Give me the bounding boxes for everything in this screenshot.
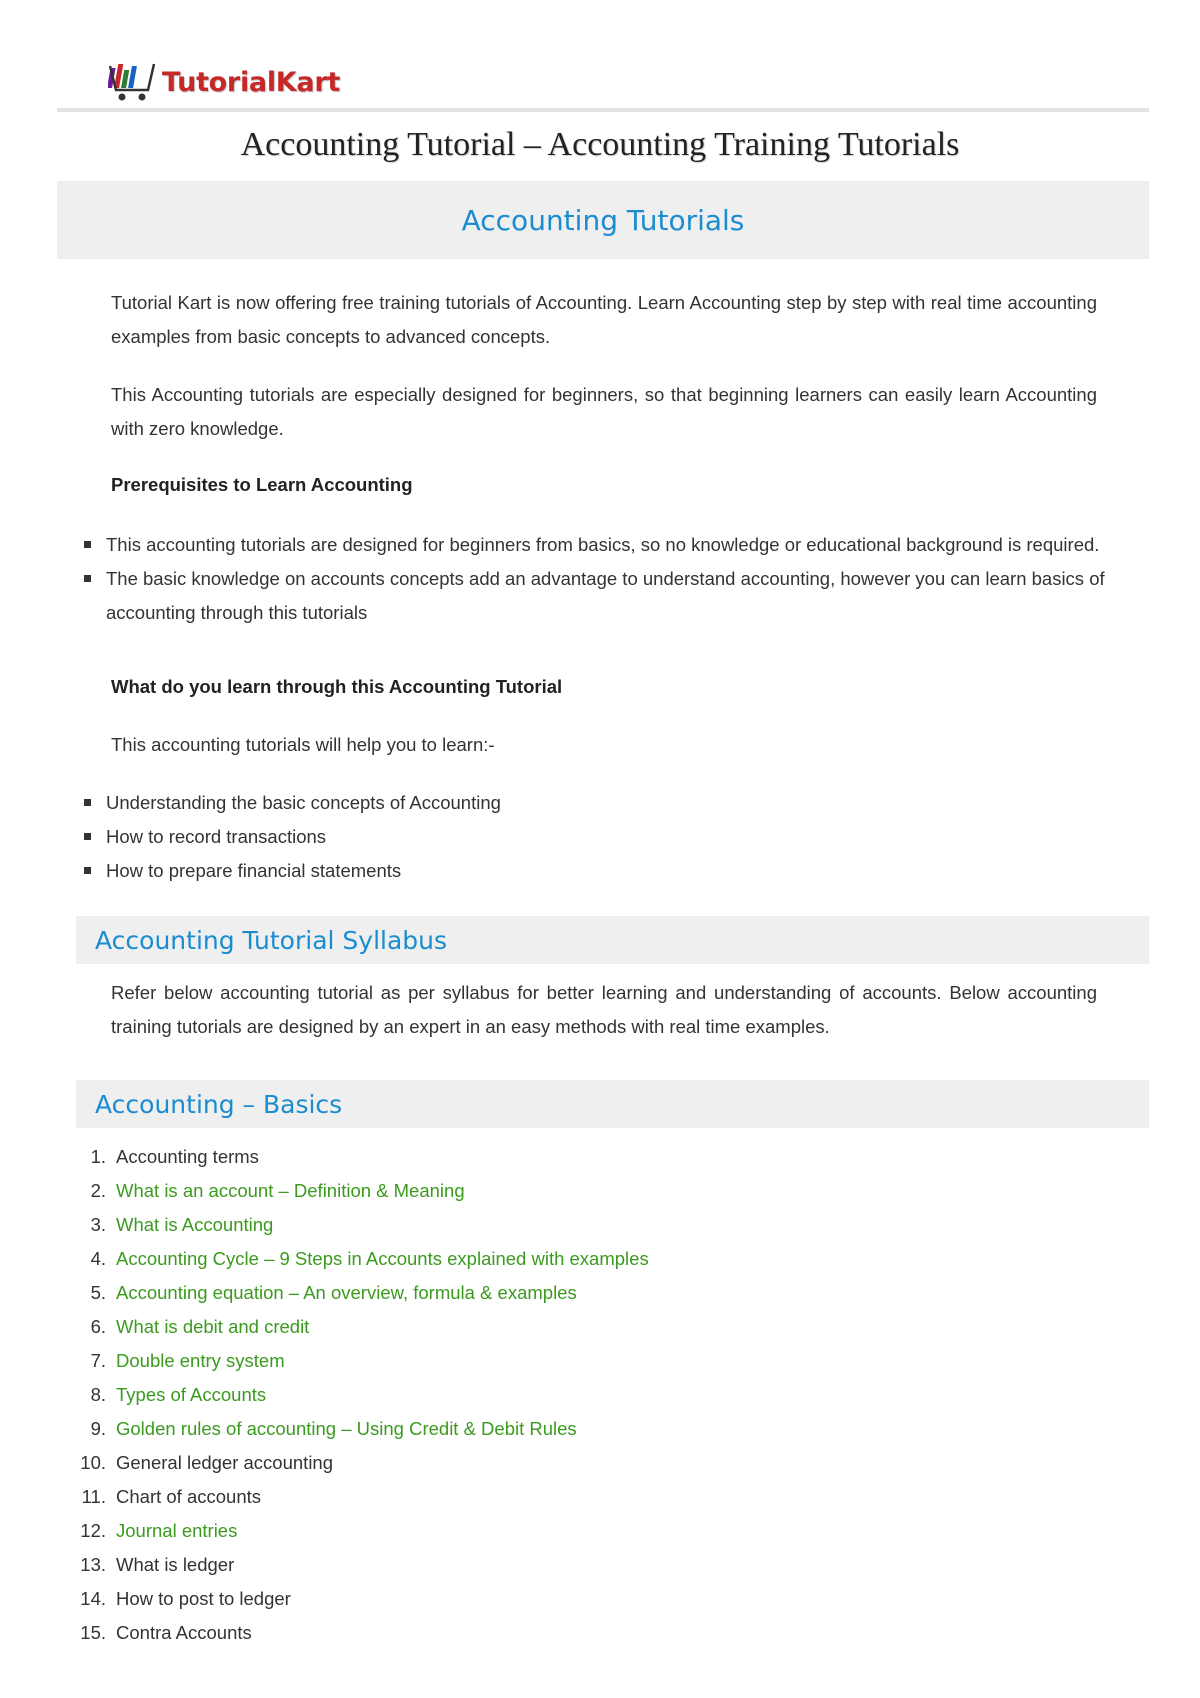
tutorial-link[interactable]: Accounting Cycle – 9 Steps in Accounts explained with examples [116,1248,649,1269]
list-number: 5. [90,1282,106,1303]
list-number: 6. [90,1316,106,1337]
tutorial-link[interactable]: Journal entries [116,1520,238,1541]
list-number: 7. [90,1350,106,1371]
page-title: Accounting Tutorial – Accounting Training Tutorials [240,126,960,163]
header-divider [57,108,1149,112]
list-number: 4. [90,1248,106,1269]
syllabus-section-header [76,916,1149,964]
tutorial-item-label: Chart of accounts [116,1486,261,1507]
basics-heading: Accounting – Basics [95,1089,343,1119]
intro-paragraph: This Accounting tutorials are especially designed for beginners, so that beginning learners can easily learn Accounting with zero knowledge. [111,384,1097,439]
list-number: 8. [90,1384,106,1405]
list-number: 1. [90,1146,106,1167]
site-logo[interactable] [108,58,340,106]
list-item[interactable] [64,1208,1114,1242]
tutorial-link[interactable]: Accounting equation – An overview, formula & examples [116,1282,577,1303]
list-item: How to prepare financial statements [82,854,1132,888]
syllabus-heading: Accounting Tutorial Syllabus [95,925,448,955]
logo-text-part1: Tutorial [162,66,276,98]
intro-paragraph: Tutorial Kart is now offering free training tutorials of Accounting. Learn Accounting step by step with real time accounting examples from basic concepts to advanced concepts. [111,292,1097,347]
list-number: 2. [90,1180,106,1201]
tutorial-link[interactable]: Types of Accounts [116,1384,267,1405]
list-item: This accounting tutorials are designed for beginners from basics, so no knowledge or educational background is required. [82,528,1132,562]
list-item [64,1616,1114,1650]
tutorial-item-label: What is ledger [116,1554,235,1575]
list-item[interactable] [64,1174,1114,1208]
list-item[interactable] [64,1378,1114,1412]
basics-list [64,1140,1114,1650]
list-item[interactable] [64,1276,1114,1310]
tutorial-link[interactable]: What is debit and credit [116,1316,310,1337]
logo-text [162,67,340,98]
list-item: The basic knowledge on accounts concepts add an advantage to understand accounting, however you can learn basics of accounting through this tutorials [82,562,1132,630]
tutorial-link[interactable]: What is an account – Definition & Meaning [116,1180,465,1201]
tutorial-link[interactable]: What is Accounting [116,1214,274,1235]
prerequisites-list [82,528,1132,630]
list-item: Understanding the basic concepts of Accounting [82,786,1132,820]
banner-heading: Accounting Tutorials [461,203,745,237]
tutorials-banner [57,181,1149,259]
tutorial-link[interactable]: Golden rules of accounting – Using Credit & Debit Rules [116,1418,577,1439]
list-item[interactable] [64,1514,1114,1548]
list-number: 12. [80,1520,106,1541]
syllabus-paragraph: Refer below accounting tutorial as per syllabus for better learning and understanding of accounts. Below accounting training tutorials are designed by an expert in an easy methods with real time examples. [111,982,1097,1037]
list-number: 11. [81,1486,106,1507]
list-item[interactable] [64,1242,1114,1276]
list-item [64,1446,1114,1480]
tutorial-item-label: General ledger accounting [116,1452,334,1473]
list-item [64,1582,1114,1616]
list-item [64,1548,1114,1582]
learn-list [82,786,1132,888]
tutorial-item-label: Accounting terms [116,1146,259,1167]
learn-heading: What do you learn through this Accounting Tutorial [111,676,563,697]
list-number: 9. [90,1418,106,1439]
basics-section-header [76,1080,1149,1128]
list-item [64,1480,1114,1514]
tutorial-link[interactable]: Double entry system [116,1350,285,1371]
list-number: 15. [80,1622,106,1643]
list-number: 13. [80,1554,106,1575]
tutorial-item-label: How to post to ledger [116,1588,291,1609]
list-item [64,1140,1114,1174]
learn-intro: This accounting tutorials will help you to learn:- [111,734,495,755]
list-number: 10. [80,1452,106,1473]
list-item[interactable] [64,1344,1114,1378]
list-number: 3. [90,1214,106,1235]
list-item: How to record transactions [82,820,1132,854]
list-item[interactable] [64,1310,1114,1344]
shopping-cart-icon [108,60,160,104]
prerequisites-heading: Prerequisites to Learn Accounting [111,474,413,495]
list-number: 14. [80,1588,106,1609]
logo-text-part2: Kart [275,66,340,98]
list-item[interactable] [64,1412,1114,1446]
tutorial-item-label: Contra Accounts [116,1622,252,1643]
